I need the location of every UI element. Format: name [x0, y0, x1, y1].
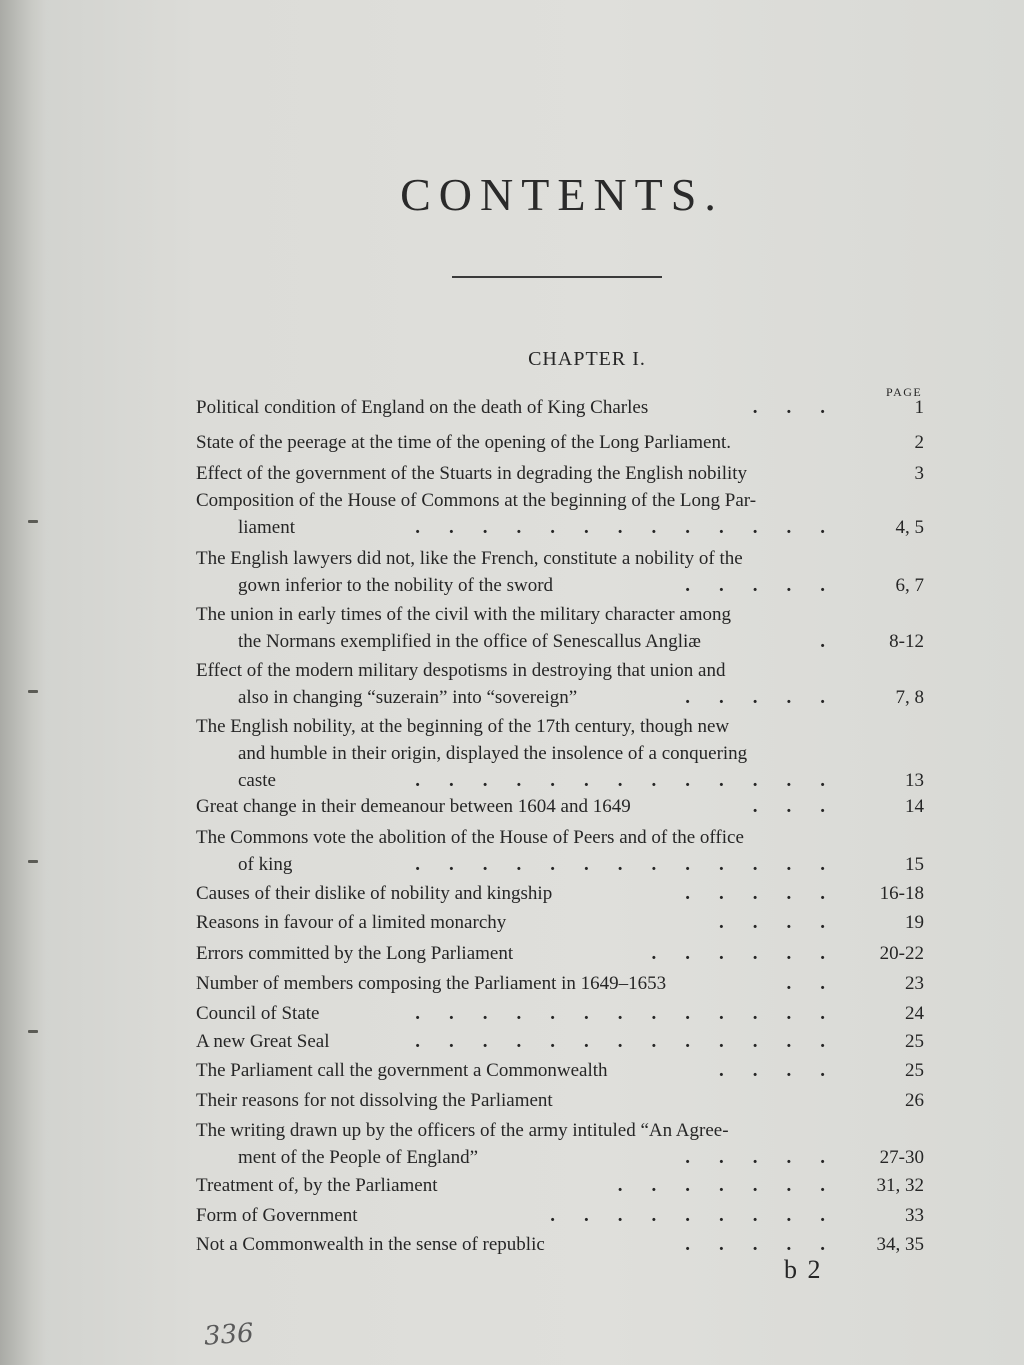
toc-entry	[196, 657, 924, 711]
dot-leader: .............	[415, 1031, 854, 1052]
toc-entry-line	[196, 909, 924, 936]
toc-entry-text: The union in early times of the civil with the military character among	[196, 604, 731, 625]
toc-entry-text: The English lawyers did not, like the French, constitute a nobility of the	[196, 548, 743, 569]
toc-entry-text: Effect of the government of the Stuarts in degrading the English nobility	[196, 463, 748, 484]
toc-entry	[196, 1087, 924, 1114]
spine-stitch-mark	[28, 690, 38, 693]
toc-entry	[196, 880, 924, 907]
toc-page-number: 19	[905, 912, 924, 933]
toc-page-number: 34, 35	[876, 1234, 924, 1255]
toc-page-number: 7, 8	[895, 687, 924, 708]
dot-leader: .......	[617, 1175, 854, 1196]
toc-entry	[196, 713, 924, 794]
spine-stitch-mark	[28, 860, 38, 863]
toc-entry	[196, 1172, 924, 1199]
dot-leader: .....	[685, 1234, 854, 1255]
toc-entry-line	[196, 628, 924, 655]
dot-leader: .............	[415, 517, 854, 538]
toc-entry-line	[196, 970, 924, 997]
toc-entry-text: Number of members composing the Parliament in 1649–1653	[196, 973, 667, 994]
toc-entry-line	[196, 572, 924, 599]
signature-mark: b 2	[784, 1255, 823, 1284]
toc-entry-line	[196, 1117, 924, 1144]
toc-entry-line	[196, 514, 924, 541]
toc-entry-text: A new Great Seal	[196, 1031, 330, 1052]
dot-leader: .............	[415, 854, 854, 875]
toc-entry-line	[196, 1231, 924, 1258]
toc-entry	[196, 394, 924, 421]
toc-page-number: 25	[905, 1031, 924, 1052]
toc-entry-line	[196, 740, 924, 767]
toc-entry	[196, 429, 924, 456]
dot-leader: .....	[685, 883, 854, 904]
toc-page-number: 3	[914, 463, 924, 484]
toc-entry-line	[196, 601, 924, 628]
toc-entry	[196, 940, 924, 967]
toc-entry-line	[196, 1087, 924, 1114]
toc-page-number: 15	[905, 854, 924, 875]
dot-leader: .....	[685, 1147, 854, 1168]
toc-entry	[196, 1028, 924, 1055]
toc-entry	[196, 909, 924, 936]
toc-entry	[196, 460, 924, 487]
dot-leader: ......	[651, 943, 854, 964]
toc-entry-text: The Parliament call the government a Commonwealth	[196, 1060, 608, 1081]
toc-entry-text: State of the peerage at the time of the opening of the Long Parliament.	[196, 432, 731, 453]
toc-page-number: 26	[905, 1090, 924, 1111]
toc-entry-text: Great change in their demeanour between 1604 and 1649	[196, 796, 631, 817]
toc-page-number: 25	[905, 1060, 924, 1081]
dot-leader: .....	[685, 687, 854, 708]
toc-page-number: 20-22	[879, 943, 924, 964]
toc-entry	[196, 1000, 924, 1027]
toc-entry	[196, 487, 924, 541]
toc-entry-line	[196, 1028, 924, 1055]
toc-entry-line	[196, 1057, 924, 1084]
toc-entry-text: the Normans exemplified in the office of Senescallus Angliæ	[238, 631, 701, 652]
toc-entry-text: Form of Government	[196, 1205, 358, 1226]
toc-page-number: 16-18	[879, 883, 924, 904]
dot-leader: .............	[415, 770, 854, 791]
toc-entry-line	[196, 1172, 924, 1199]
dot-leader: .	[820, 631, 854, 652]
toc-page-number: 33	[905, 1205, 924, 1226]
toc-entry-line	[196, 429, 924, 456]
toc-entry	[196, 1117, 924, 1171]
toc-entry-line	[196, 545, 924, 572]
dot-leader: .....	[685, 575, 854, 596]
toc-entry-text: Council of State	[196, 1003, 320, 1024]
toc-entry-text: Political condition of England on the death of King Charles	[196, 397, 649, 418]
toc-entry-text: gown inferior to the nobility of the sword	[238, 575, 554, 596]
toc-entry-text: Errors committed by the Long Parliament	[196, 943, 514, 964]
toc-page-number: 13	[905, 770, 924, 791]
toc-entry-text: Effect of the modern military despotisms in destroying that union and	[196, 660, 726, 681]
dot-leader: ...	[752, 796, 854, 817]
toc-entry-text: caste	[238, 770, 276, 791]
toc-entry	[196, 824, 924, 878]
toc-entry	[196, 793, 924, 820]
dot-leader: ..	[786, 973, 854, 994]
toc-entry	[196, 1057, 924, 1084]
toc-entry-line	[196, 851, 924, 878]
toc-entry-line	[196, 940, 924, 967]
toc-entry-text: also in changing “suzerain” into “sovereign”	[238, 687, 578, 708]
spine-stitch-mark	[28, 520, 38, 523]
toc-page-number: 6, 7	[895, 575, 924, 596]
toc-entry-text: The Commons vote the abolition of the House of Peers and of the office	[196, 827, 744, 848]
page-title: CONTENTS.	[400, 169, 724, 220]
toc-entry-line	[196, 1202, 924, 1229]
toc-entry-text: Composition of the House of Commons at the beginning of the Long Par-	[196, 490, 757, 511]
toc-entry	[196, 601, 924, 655]
toc-entry-text: Not a Commonwealth in the sense of republic	[196, 1234, 545, 1255]
toc-entry	[196, 1231, 924, 1258]
toc-page-number: 2	[914, 432, 924, 453]
toc-entry-line	[196, 793, 924, 820]
toc-entry-text: ment of the People of England”	[238, 1147, 479, 1168]
pencil-note: 336	[203, 1318, 255, 1352]
toc-page-number: 1	[914, 397, 924, 418]
toc-page-number: 23	[905, 973, 924, 994]
chapter-heading: CHAPTER I.	[528, 348, 646, 370]
toc-entry-text: Their reasons for not dissolving the Parliament	[196, 1090, 553, 1111]
toc-entry-text: Causes of their dislike of nobility and kingship	[196, 883, 553, 904]
toc-page-number: 4, 5	[895, 517, 924, 538]
toc-page-number: 31, 32	[876, 1175, 924, 1196]
toc-page-number: 24	[905, 1003, 924, 1024]
toc-entry-line	[196, 713, 924, 740]
toc-entry-line	[196, 487, 924, 514]
toc-entry-line	[196, 657, 924, 684]
toc-entry	[196, 1202, 924, 1229]
toc-entry	[196, 970, 924, 997]
toc-entry-text: and humble in their origin, displayed the insolence of a conquering	[238, 743, 748, 764]
dot-leader: ...	[752, 397, 854, 418]
toc-page-number: 8-12	[889, 631, 924, 652]
toc-entry-line	[196, 1144, 924, 1171]
dot-leader: .............	[415, 1003, 854, 1024]
toc-entry-line	[196, 1000, 924, 1027]
toc-entry-text: liament	[238, 517, 295, 538]
toc-entry-line	[196, 880, 924, 907]
toc-entry-text: Treatment of, by the Parliament	[196, 1175, 438, 1196]
toc-entry-text: The writing drawn up by the officers of the army intituled “An Agree-	[196, 1120, 729, 1141]
toc-page-number: 14	[905, 796, 924, 817]
toc-entry-text: Reasons in favour of a limited monarchy	[196, 912, 507, 933]
toc-entry-text: The English nobility, at the beginning of the 17th century, though new	[196, 716, 730, 737]
toc-entry-line	[196, 824, 924, 851]
toc-entry-line	[196, 767, 924, 794]
title-rule	[452, 276, 662, 278]
dot-leader: ....	[719, 1060, 854, 1081]
spine-stitch-mark	[28, 1030, 38, 1033]
toc-entry-line	[196, 684, 924, 711]
toc-entry-line	[196, 394, 924, 421]
toc-entry	[196, 545, 924, 599]
page-column-label: PAGE	[886, 385, 923, 399]
toc-entry-text: of king	[238, 854, 293, 875]
dot-leader: .........	[550, 1205, 854, 1226]
toc-page-number: 27-30	[879, 1147, 924, 1168]
toc-entry-line	[196, 460, 924, 487]
dot-leader: ....	[719, 912, 854, 933]
